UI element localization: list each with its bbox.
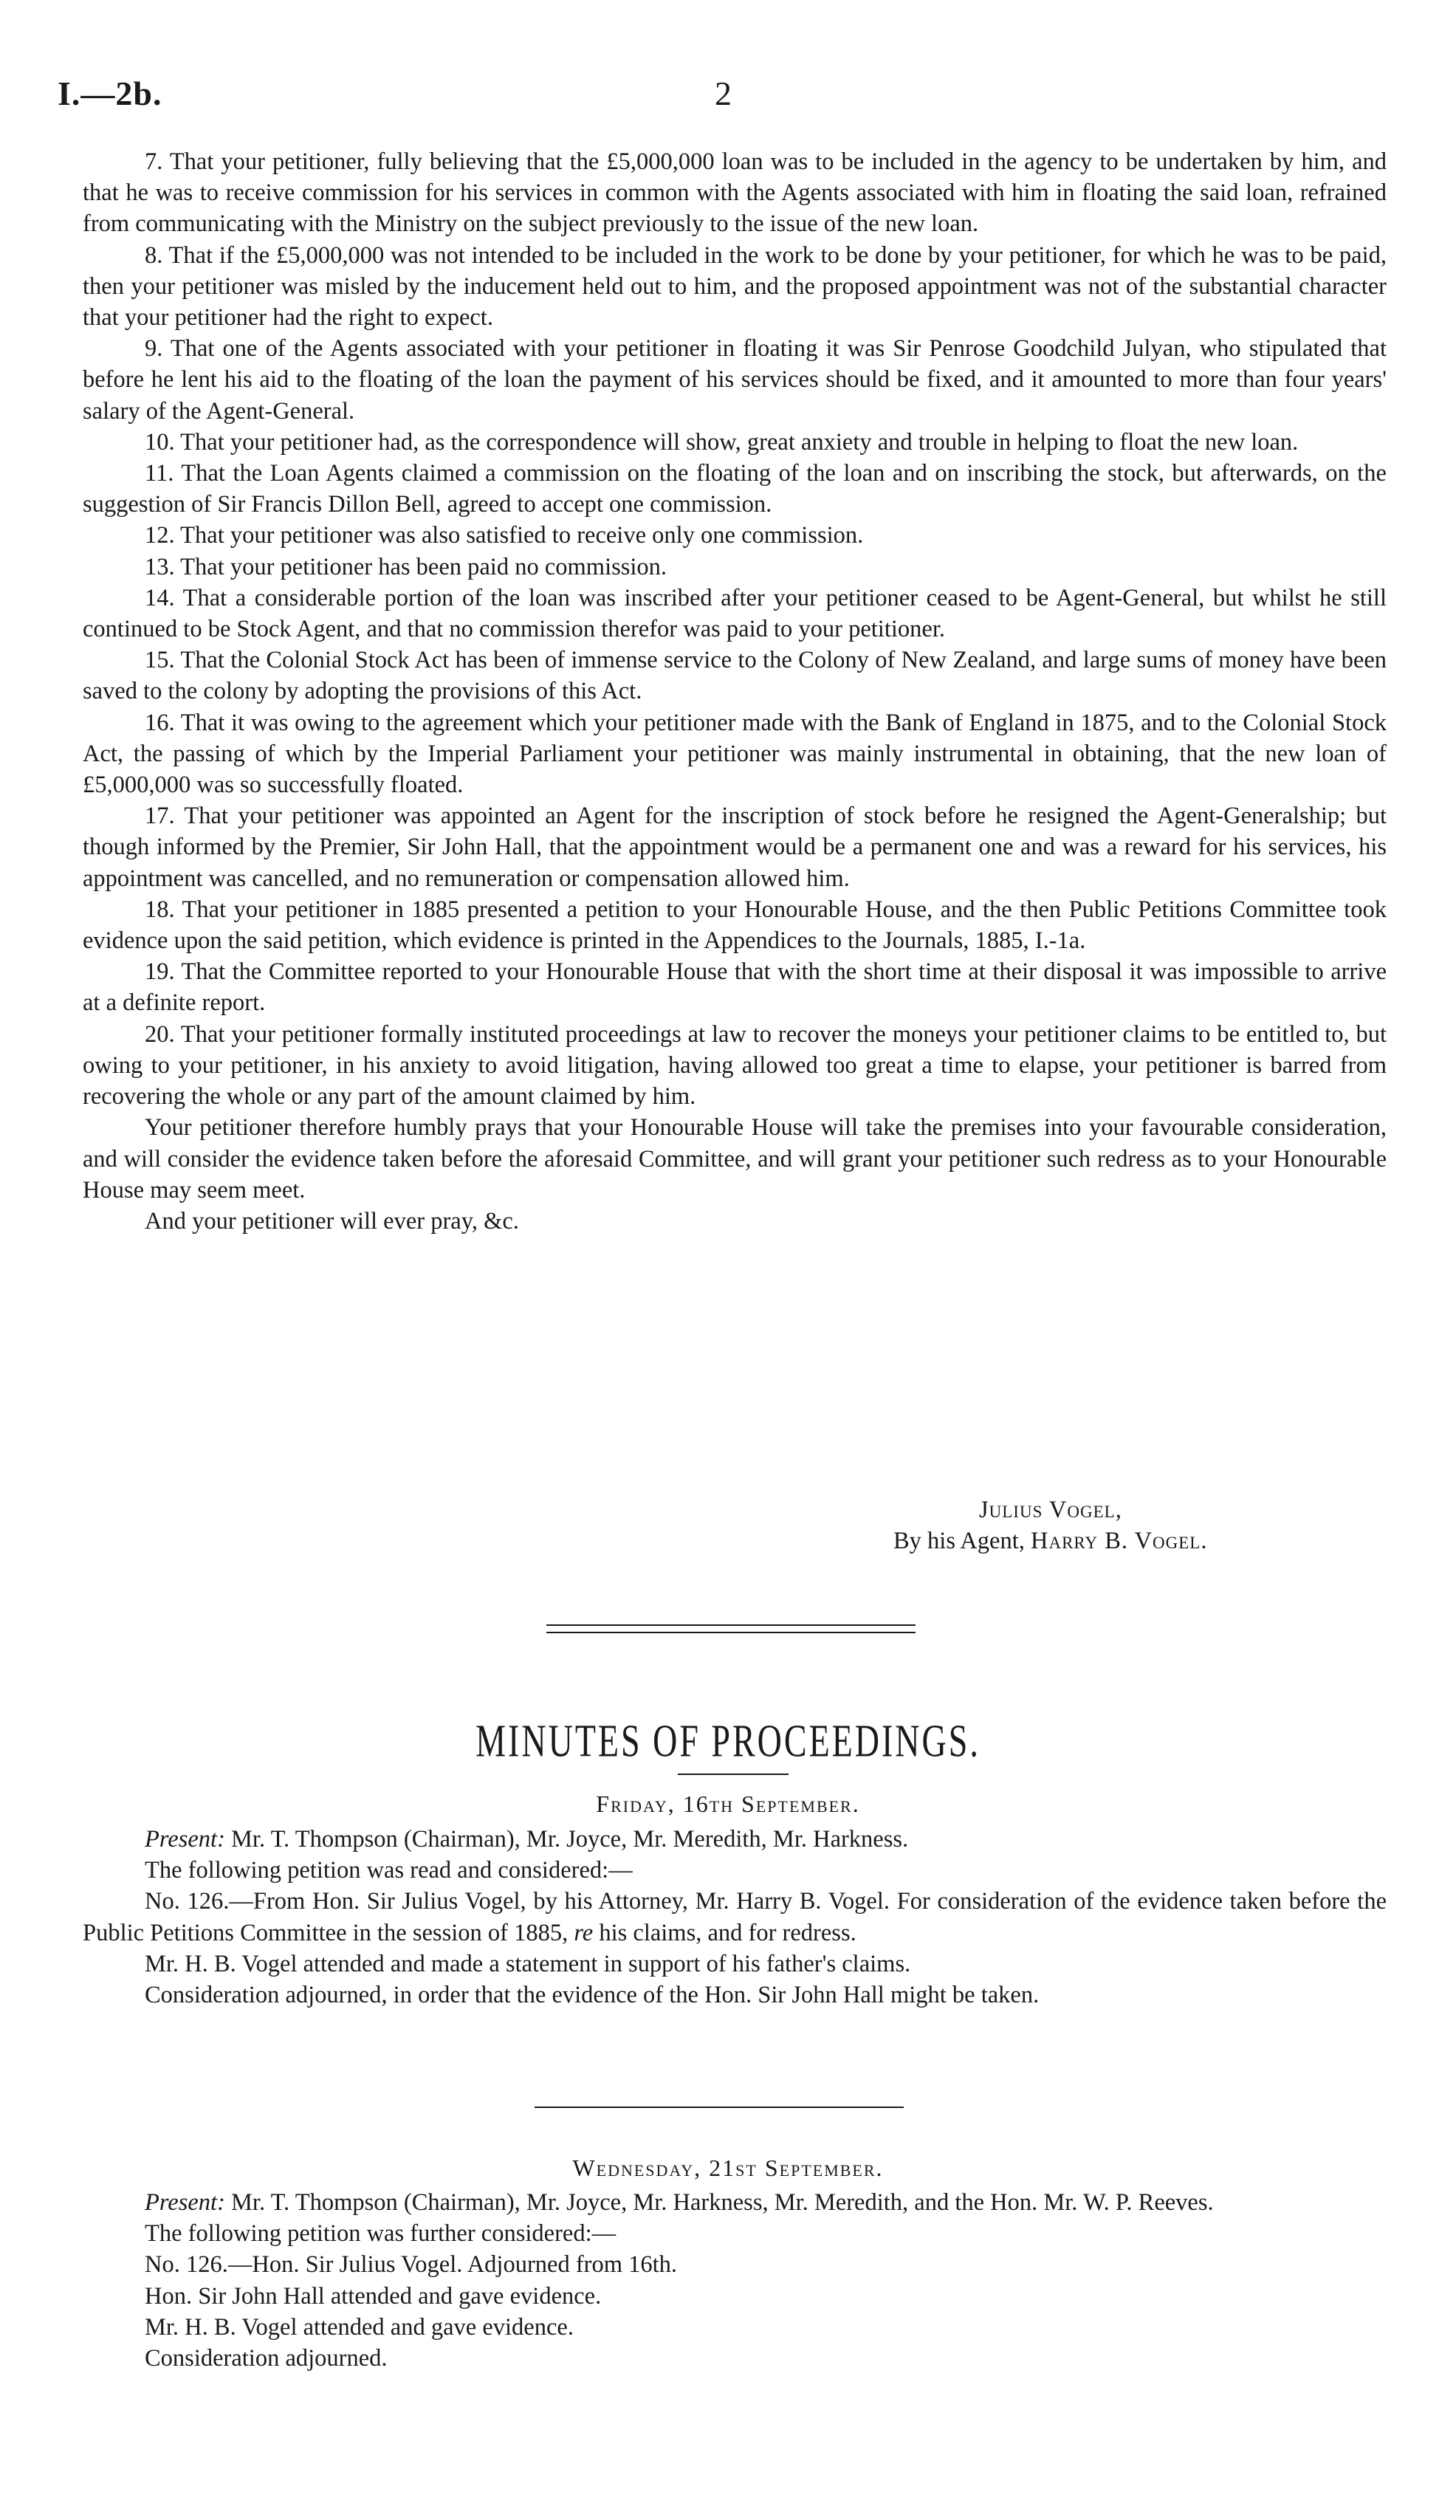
petition-paragraph-15: 15. That the Colonial Stock Act has been of immense service to the Colony of New Zealand, and large sums of money have been saved to the colony by adopting the provisions of this Act.: [83, 647, 1387, 705]
petition-description-end: his claims, and for redress.: [593, 1919, 856, 1946]
petition-paragraph-18: 18. That your petitioner in 1885 presented a petition to your Honourable House, and the then Public Petitions Committee took evidence upon the said petition, which evidence is printed in the Appendices to the Journals, 1885, I.-1a.: [83, 896, 1387, 955]
petition-paragraph-13: 13. That your petitioner has been paid no commission.: [145, 553, 667, 580]
petition-re: re: [574, 1919, 594, 1946]
petition-paragraph-12: 12. That your petitioner was also satisfied to receive only one commission.: [145, 522, 864, 549]
title-underline: [678, 1774, 789, 1775]
session-2-line: No. 126.—Hon. Sir Julius Vogel. Adjourned from 16th.: [145, 2251, 678, 2279]
session-divider: [535, 2107, 904, 2108]
petition-paragraph-9: 9. That one of the Agents associated with your petitioner in floating it was Sir Penrose Goodchild Julyan, who stipulated that before he lent his aid to the floating of the loan the payment of his services should be fixed, and it amounted to more than four years' salary of the Agent-General.: [83, 335, 1387, 425]
present-members: Mr. T. Thompson (Chairman), Mr. Joyce, Mr. Meredith, Mr. Harkness.: [224, 1826, 909, 1853]
petition-paragraph-8: 8. That if the £5,000,000 was not intended to be included in the work to be done by your petitioner, for which he was to be paid, then your petitioner was misled by the inducement held out to him, and the proposed appointment was not of the substantial character that your petitioner had the right to expect.: [83, 241, 1387, 332]
session-date-2: Wednesday, 21st September.: [572, 2155, 884, 2181]
signature-name: Julius Vogel,: [979, 1497, 1122, 1523]
session-2-minutes: [83, 2187, 1387, 2374]
petition-prayer: Your petitioner therefore humbly prays that your Honourable House will take the premises into your favourable consideration, and will consider the evidence taken before the aforesaid Committee, and will grant your petitioner such redress as to your Honourable House may seem meet.: [83, 1114, 1387, 1204]
document-reference: I.—2b.: [58, 75, 162, 112]
session-2-line: The following petition was further considered:—: [145, 2220, 617, 2248]
present-label: Present:: [145, 1826, 225, 1853]
section-divider: [546, 1624, 916, 1633]
session-2-line: Mr. H. B. Vogel attended and gave evidence.: [145, 2313, 574, 2341]
session-1-line: Consideration adjourned, in order that the evidence of the Hon. Sir John Hall might be taken.: [145, 1982, 1040, 2009]
session-1-minutes: [83, 1824, 1387, 2011]
signature-agent-prefix: By his Agent,: [893, 1528, 1025, 1554]
session-1-present: [83, 1824, 1387, 1855]
petition-paragraph-10: 10. That your petitioner had, as the correspondence will show, great anxiety and trouble in helping to float the new loan.: [145, 428, 1299, 456]
session-1-line: Mr. H. B. Vogel attended and made a statement in support of his father's claims.: [145, 1950, 911, 1977]
petition-paragraph-16: 16. That it was owing to the agreement which your petitioner made with the Bank of England in 1875, and to the Colonial Stock Act, the passing of which by the Imperial Parliament your petitioner was mainly instrumental in obtaining, that the new loan of £5,000,000 was so successfully floated.: [83, 709, 1387, 799]
petition-paragraph-17: 17. That your petitioner was appointed an Agent for the inscription of stock before he resigned the Agent-Generalship; but though informed by the Premier, Sir John Hall, that the appointment would be a permanent one and was a reward for his services, his appointment was cancelled, and no remuneration or compensation allowed him.: [83, 803, 1387, 892]
page-number: 2: [715, 75, 732, 112]
signature-agent-name: Harry B. Vogel.: [1031, 1528, 1208, 1554]
signature-agent: [893, 1525, 1456, 1556]
petition-description: No. 126.—From Hon. Sir Julius Vogel, by his Attorney, Mr. Harry B. Vogel. For consideration of the evidence taken before the Public Petitions Committee in the session of 1885,: [83, 1888, 1387, 1946]
session-2-line: Consideration adjourned.: [145, 2345, 388, 2372]
petition-paragraph-19: 19. That the Committee reported to your Honourable House that with the short time at their disposal it was impossible to arrive at a definite report.: [83, 958, 1387, 1017]
petition-body: [83, 146, 1387, 1237]
petition-paragraph-7: 7. That your petitioner, fully believing that the £5,000,000 loan was to be included in the agency to be undertaken by him, and that he was to receive commission for his services in common with the Agents associated with him in floating the said loan, refrained from communicating with the Ministry on the subject previously to the issue of the new loan.: [83, 148, 1387, 238]
petition-paragraph-11: 11. That the Loan Agents claimed a commission on the floating of the loan and on inscribing the stock, but afterwards, on the suggestion of Sir Francis Dillon Bell, agreed to accept one commission.: [83, 460, 1387, 518]
present-label: Present:: [145, 2189, 225, 2216]
minutes-title: MINUTES OF PROCEEDINGS.: [475, 1715, 981, 1767]
session-date-1: Friday, 16th September.: [596, 1791, 860, 1817]
petition-paragraph-14: 14. That a considerable portion of the loan was inscribed after your petitioner ceased to be Agent-General, but whilst he still continued to be Stock Agent, and that no commission therefor was paid to your petitioner.: [83, 584, 1387, 643]
petition-paragraph-20: 20. That your petitioner formally instituted proceedings at law to recover the moneys your petitioner claims to be entitled to, but owing to your petitioner, in his anxiety to avoid litigation, having allowed too great a time to elapse, your petitioner is barred from recovering the whole or any part of the amount claimed by him.: [83, 1020, 1387, 1110]
session-1-petition: [83, 1886, 1387, 1948]
session-2-line: Hon. Sir John Hall attended and gave evidence.: [145, 2282, 602, 2310]
session-2-present: [83, 2187, 1387, 2218]
session-1-line: The following petition was read and considered:—: [145, 1857, 633, 1884]
present-members: Mr. T. Thompson (Chairman), Mr. Joyce, Mr. Harkness, Mr. Meredith, and the Hon. Mr. W. P. Reeves.: [224, 2189, 1214, 2216]
petition-closing: And your petitioner will ever pray, &c.: [145, 1207, 519, 1235]
